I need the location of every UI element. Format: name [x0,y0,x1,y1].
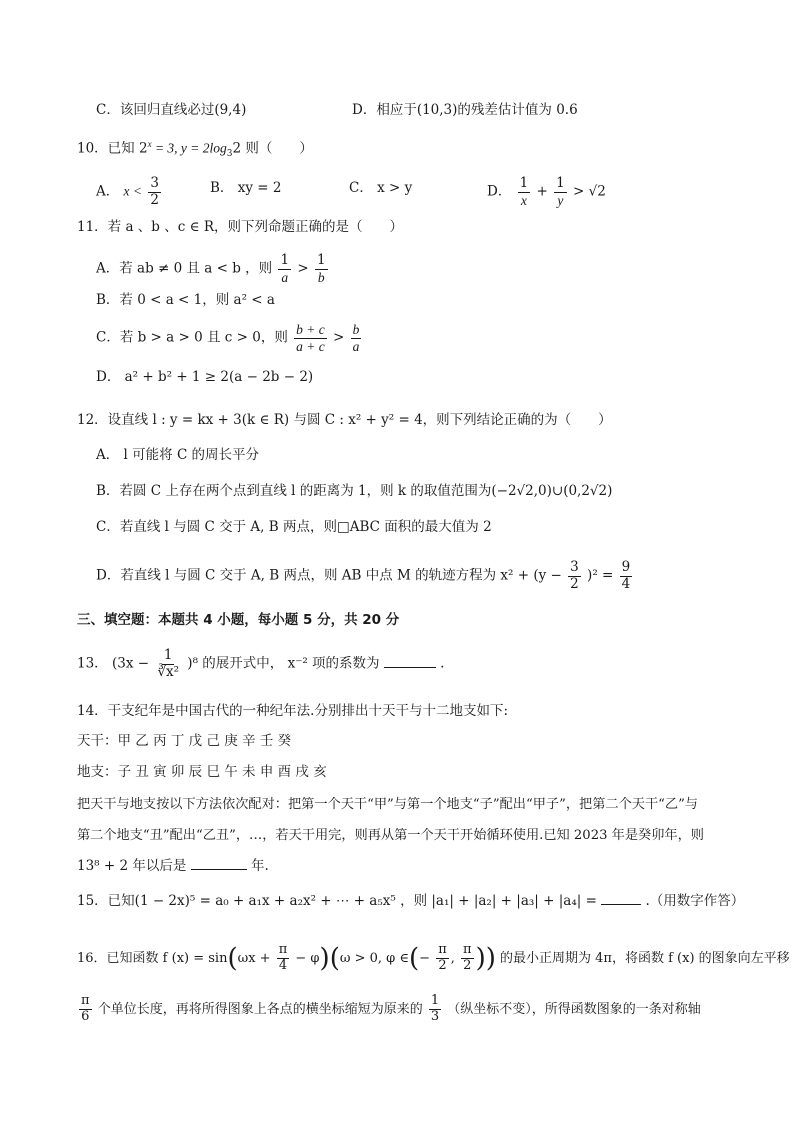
q12-option-a: A． l 可能将 C 的周长平分 [96,447,260,463]
q11-option-b: B．若 0 < a < 1，则 a² < a [96,292,275,308]
q10-stem: 10．已知 $2^x = 3$, $y = 2\log_32$ 则（ ） [77,139,313,160]
q16-line2: $\frac{\pi}{6}$ 个单位长度，再将所得图象上各点的横坐标缩短为原来的 $\frac{1}{3}$ （纵坐标不变），所得函数图象的一条对称轴 [81,993,701,1024]
q10-option-b: B． xy = 2 [210,180,282,196]
q14-para1: 把天干与地支按以下方法依次配对：把第一个天干“甲”与第一个地支“子”配出“甲子”，把第二个天干“乙”与 [77,797,698,812]
q14-tiangan: 天干：甲 乙 丙 丁 戊 己 庚 辛 壬 癸 [77,733,292,749]
section-heading: 三、填空题：本题共 4 小题，每小题 5 分，共 20 分 [77,612,400,628]
q9-option-d: D．相应于(10,3)的残差估计值为 0.6 [352,102,578,118]
q12-option-c: C．若直线 l 与圆 C 交于 A, B 两点，则□ABC 面积的最大值为 2 [96,519,492,535]
q12-stem: 12．设直线 l : y = kx + 3(k ∈ R) 与圆 C : x² + y² = 4，则下列结论正确的为（ ） [77,412,612,428]
q10-option-a: A． x < $\frac{3}{2}$ [96,175,159,208]
q11-option-a: A．若 ab ≠ 0 且 a < b ，则 $\frac{1}{a}$ > $\frac{1}{b}$ [96,252,326,285]
q15: 15．已知(1 − 2x)⁵ = a₀ + a₁x + a₂x² + ⋯ + a₅x⁵ ，则 |a₁| + |a₂| + |a₃| + |a₄| = .（用数字作答） [77,893,745,909]
q10-option-d: D． $\frac{1}{x}$ + $\frac{1}{y}$ > √2 [487,175,606,208]
q14-line1: 14．干支纪年是中国古代的一种纪年法.分别排出十天干与十二地支如下: [77,703,509,719]
q16-line1: 16．已知函数 f (x) = sin(ωx + $\frac{\pi}{4}$ − φ)(ω > 0, φ ∈(− $\frac{\pi}{2}$ , $\frac{\pi}{2}$ )) 的最小正周期为 4π，将函数 f (x) 的图象向左平移 [77,942,790,974]
q9-option-c: C．该回归直线必过(9,4) [96,102,247,118]
answer-blank [601,904,641,905]
q14-para3: 13⁸ + 2 年以后是 年. [77,858,269,874]
q14-dizhi: 地支：子 丑 寅 卯 辰 巳 午 未 申 酉 戌 亥 [77,764,327,780]
q14-para2: 第二个地支“丑”配出“乙丑”，…，若天干用完，则再从第一个天干开始循环使用.已知 2023 年是癸卯年，则 [77,828,704,843]
q11-option-c: C．若 b > a > 0 且 c > 0，则 $\frac{b + c}{a + c}$ > $\frac{b}{a}$ [96,322,360,354]
q10-option-c: C． x > y [349,180,413,196]
q12-option-d: D．若直线 l 与圆 C 交于 A, B 两点，则 AB 中点 M 的轨迹方程为 x² + (y − $\frac{3}{2}$ )² = $\frac{9}{4}$ [96,559,631,592]
q12-option-b: B．若圆 C 上存在两个点到直线 l 的距离为 1，则 k 的取值范围为(−2√2,0)∪(0,2√2) [96,483,613,499]
answer-blank [191,869,247,870]
answer-blank [384,667,436,668]
fraction: $\frac{3}{2}$ [150,175,159,208]
q11-option-d: D． a² + b² + 1 ≥ 2(a − 2b − 2) [96,369,314,385]
q11-stem: 11．若 a 、b 、c ∈ R，则下列命题正确的是（ ） [77,219,404,235]
q13: 13． (3x − $\frac{1}{\text{∛x²}}$ )⁸ 的展开式中， x⁻² 项的系数为 . [77,647,445,680]
